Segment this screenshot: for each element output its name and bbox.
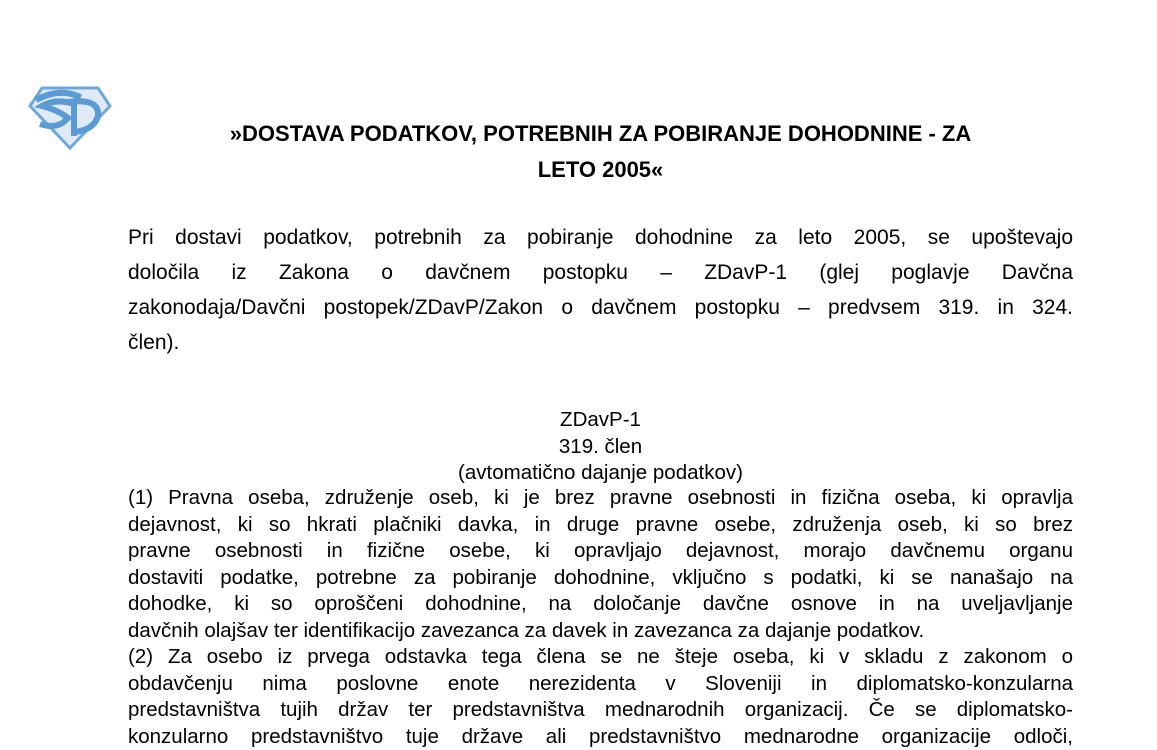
article-paragraph (128, 485, 1073, 644)
logo (28, 80, 112, 150)
article-number: 319. člen (128, 434, 1073, 461)
article-body (128, 485, 1073, 750)
paragraph-line: dohodke, ki so oproščeni dohodnine, na določanje davčne osnove in na uveljavljanje (128, 591, 1073, 618)
intro-line: člen). (128, 325, 1073, 360)
article-paragraph (128, 644, 1073, 750)
paragraph-line: (1) Pravna oseba, združenje oseb, ki je brez pravne osebnosti in fizična oseba, ki opravlja (128, 485, 1073, 512)
paragraph-line: dostaviti podatke, potrebne za pobiranje dohodnine, vključno s podatki, ki se nanašajo na (128, 565, 1073, 592)
paragraph-line: predstavništva tujih držav ter predstavništva mednarodnih organizacij. Če se diplomatsko- (128, 697, 1073, 724)
intro-line: določila iz Zakona o davčnem postopku – ZDavP-1 (glej poglavje Davčna (128, 255, 1073, 290)
paragraph-line: (2) Za osebo iz prvega odstavka tega člena se ne šteje oseba, ki v skladu z zakonom o (128, 644, 1073, 671)
paragraph-line: dejavnost, ki so hkrati plačniki davka, in druge pravne osebe, združenja oseb, ki so brez (128, 512, 1073, 539)
intro-line: zakonodaja/Davčni postopek/ZDavP/Zakon o davčnem postopku – predvsem 319. in 324. (128, 290, 1073, 325)
article-subtitle: (avtomatično dajanje podatkov) (128, 460, 1073, 487)
article-heading (128, 407, 1073, 487)
paragraph-line: davčnih olajšav ter identifikacijo zavezanca za davek in zavezanca za dajanje podatkov. (128, 618, 1073, 645)
intro-paragraph (128, 220, 1073, 360)
law-name: ZDavP-1 (128, 407, 1073, 434)
title-line: »DOSTAVA PODATKOV, POTREBNIH ZA POBIRANJE DOHODNINE - ZA (128, 116, 1073, 152)
intro-line: Pri dostavi podatkov, potrebnih za pobiranje dohodnine za leto 2005, se upoštevajo (128, 220, 1073, 255)
paragraph-line: konzularno predstavništvo tuje države ali predstavništvo mednarodne organizacije odloči, (128, 724, 1073, 750)
title-line: LETO 2005« (128, 152, 1073, 188)
document-title (128, 116, 1073, 188)
paragraph-line: pravne osebnosti in fizične osebe, ki opravljajo dejavnost, morajo davčnemu organu (128, 538, 1073, 565)
paragraph-line: obdavčenju nima poslovne enote nerezidenta v Sloveniji in diplomatsko-konzularna (128, 671, 1073, 698)
